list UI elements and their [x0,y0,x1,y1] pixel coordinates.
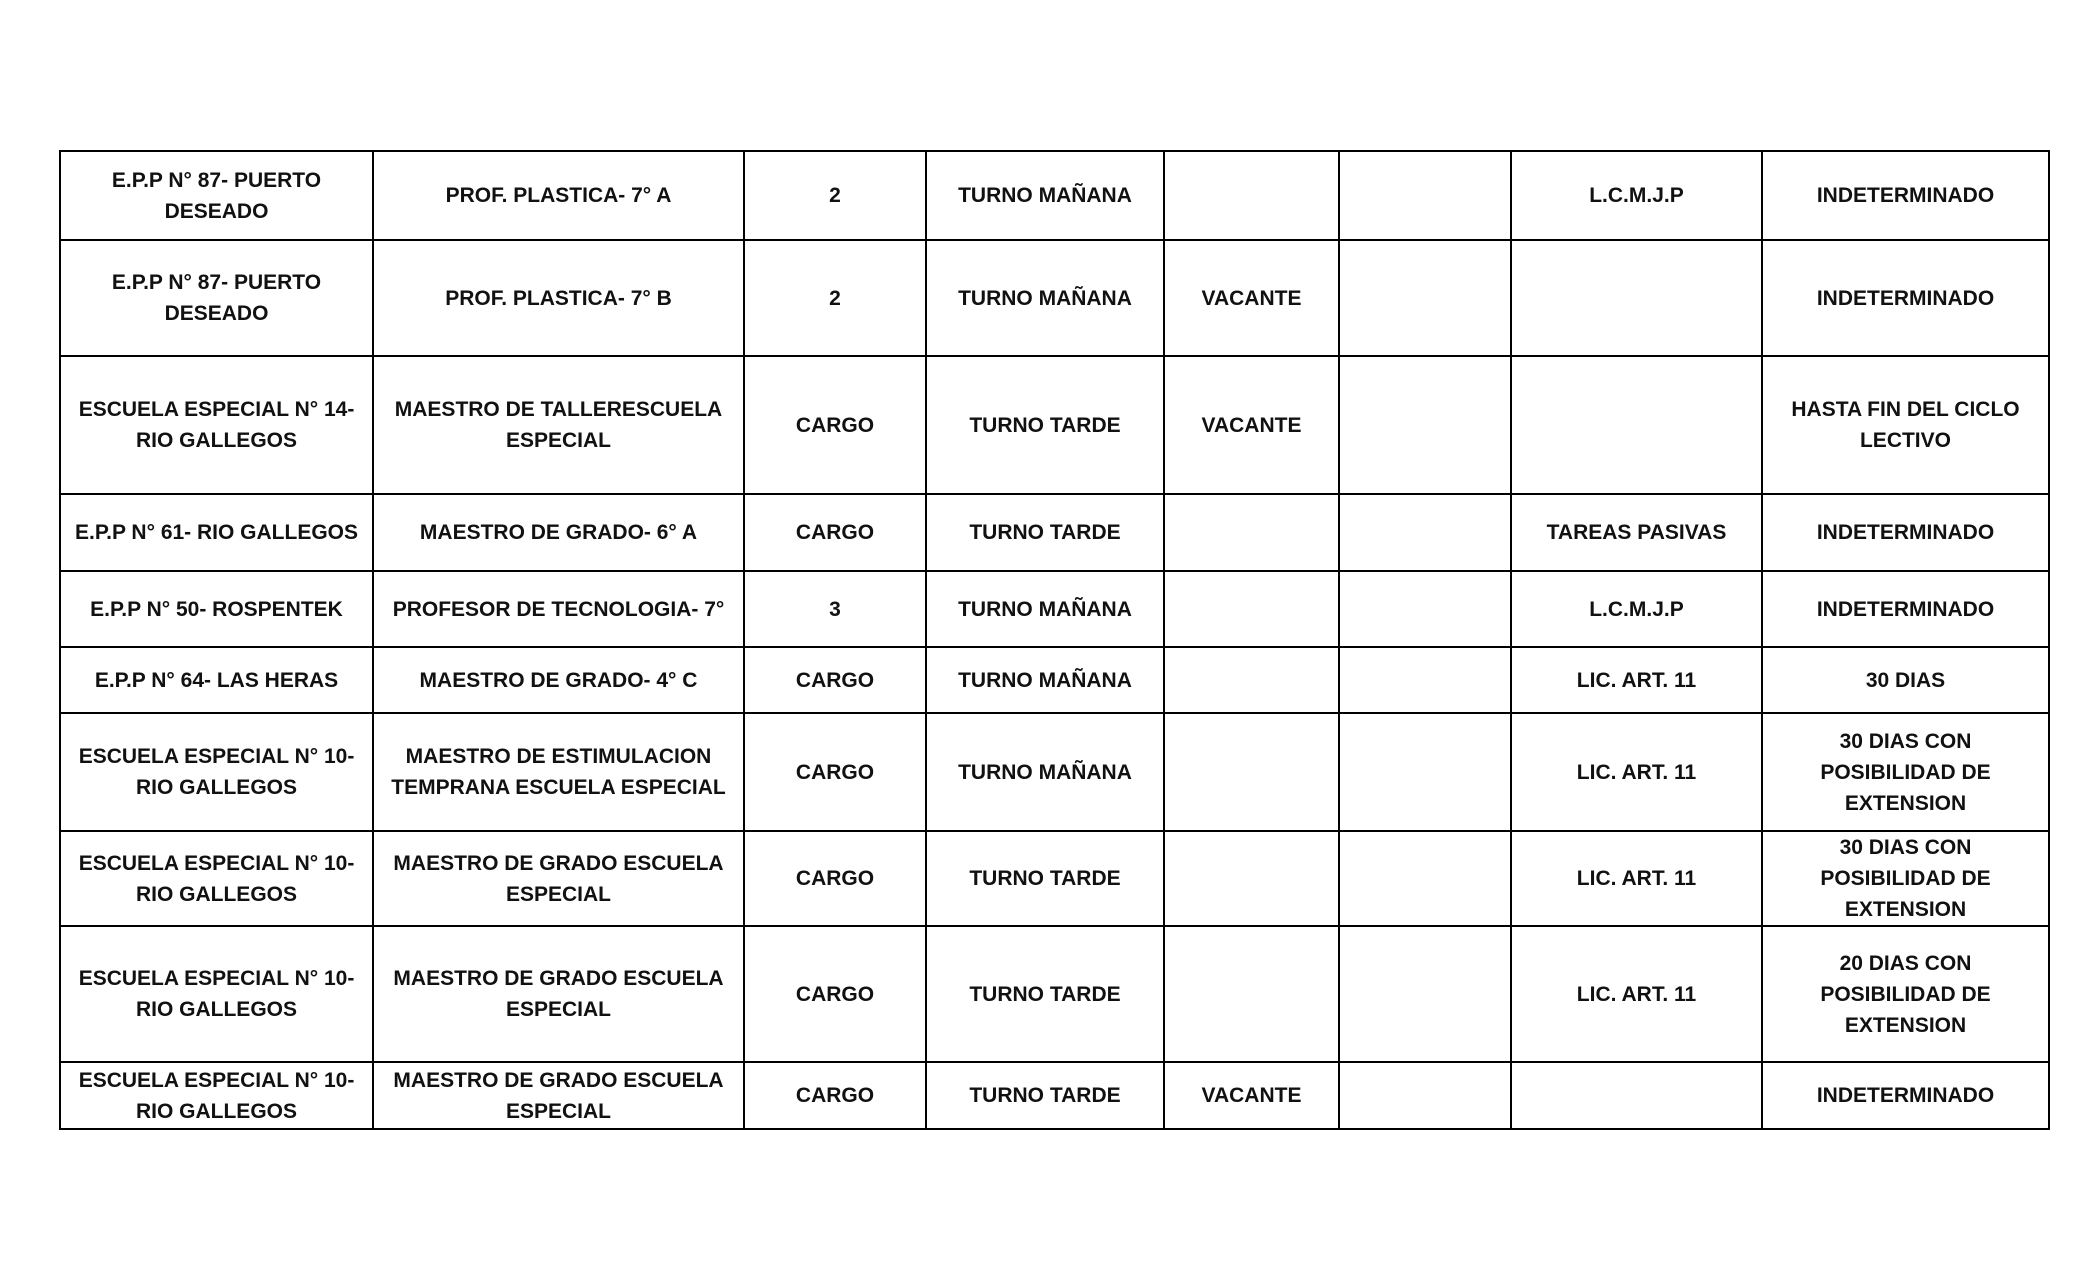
school-cell: E.P.P N° 61- RIO GALLEGOS [60,494,373,571]
table-row [60,1062,2049,1129]
empty-cell [1339,494,1511,571]
shift-cell: TURNO MAÑANA [926,240,1164,356]
status-cell: VACANTE [1164,356,1339,494]
shift-cell: TURNO TARDE [926,1062,1164,1129]
reason-cell: L.C.M.J.P [1511,571,1762,647]
empty-cell [1339,713,1511,831]
school-cell: ESCUELA ESPECIAL N° 10- RIO GALLEGOS [60,1062,373,1129]
position-cell: PROF. PLASTICA- 7° A [373,151,744,240]
position-cell: PROF. PLASTICA- 7° B [373,240,744,356]
hours-cell: 3 [744,571,926,647]
table-row [60,356,2049,494]
empty-cell [1339,571,1511,647]
table-row [60,926,2049,1062]
position-cell: PROFESOR DE TECNOLOGIA- 7° [373,571,744,647]
shift-cell: TURNO TARDE [926,831,1164,926]
school-cell: E.P.P N° 87- PUERTO DESEADO [60,240,373,356]
status-cell [1164,494,1339,571]
status-cell [1164,647,1339,713]
shift-cell: TURNO TARDE [926,926,1164,1062]
status-cell [1164,831,1339,926]
status-cell [1164,571,1339,647]
reason-cell: LIC. ART. 11 [1511,926,1762,1062]
position-cell: MAESTRO DE ESTIMULACION TEMPRANA ESCUELA ESPECIAL [373,713,744,831]
vacancies-table [59,150,2050,1130]
reason-cell [1511,356,1762,494]
reason-cell: LIC. ART. 11 [1511,713,1762,831]
duration-cell: 20 DIAS CON POSIBILIDAD DE EXTENSION [1762,926,2049,1062]
hours-cell: CARGO [744,494,926,571]
position-cell: MAESTRO DE GRADO ESCUELA ESPECIAL [373,926,744,1062]
duration-cell: 30 DIAS CON POSIBILIDAD DE EXTENSION [1762,831,2049,926]
table-row [60,240,2049,356]
empty-cell [1339,240,1511,356]
position-cell: MAESTRO DE GRADO ESCUELA ESPECIAL [373,831,744,926]
status-cell: VACANTE [1164,240,1339,356]
duration-cell: 30 DIAS CON POSIBILIDAD DE EXTENSION [1762,713,2049,831]
table-row [60,647,2049,713]
school-cell: E.P.P N° 87- PUERTO DESEADO [60,151,373,240]
school-cell: E.P.P N° 64- LAS HERAS [60,647,373,713]
table-row [60,151,2049,240]
table-row [60,831,2049,926]
duration-cell: INDETERMINADO [1762,151,2049,240]
reason-cell: L.C.M.J.P [1511,151,1762,240]
hours-cell: 2 [744,151,926,240]
status-cell [1164,713,1339,831]
duration-cell: INDETERMINADO [1762,1062,2049,1129]
hours-cell: CARGO [744,647,926,713]
empty-cell [1339,1062,1511,1129]
reason-cell [1511,240,1762,356]
status-cell: VACANTE [1164,1062,1339,1129]
reason-cell: TAREAS PASIVAS [1511,494,1762,571]
hours-cell: CARGO [744,926,926,1062]
reason-cell: LIC. ART. 11 [1511,831,1762,926]
status-cell [1164,151,1339,240]
school-cell: ESCUELA ESPECIAL N° 10- RIO GALLEGOS [60,926,373,1062]
duration-cell: HASTA FIN DEL CICLO LECTIVO [1762,356,2049,494]
table-row [60,571,2049,647]
shift-cell: TURNO MAÑANA [926,713,1164,831]
school-cell: ESCUELA ESPECIAL N° 14- RIO GALLEGOS [60,356,373,494]
table-row [60,494,2049,571]
school-cell: ESCUELA ESPECIAL N° 10- RIO GALLEGOS [60,713,373,831]
empty-cell [1339,647,1511,713]
position-cell: MAESTRO DE GRADO- 4° C [373,647,744,713]
shift-cell: TURNO MAÑANA [926,151,1164,240]
empty-cell [1339,356,1511,494]
shift-cell: TURNO TARDE [926,356,1164,494]
position-cell: MAESTRO DE GRADO- 6° A [373,494,744,571]
position-cell: MAESTRO DE GRADO ESCUELA ESPECIAL [373,1062,744,1129]
duration-cell: INDETERMINADO [1762,571,2049,647]
hours-cell: CARGO [744,356,926,494]
hours-cell: 2 [744,240,926,356]
position-cell: MAESTRO DE TALLERESCUELA ESPECIAL [373,356,744,494]
school-cell: ESCUELA ESPECIAL N° 10- RIO GALLEGOS [60,831,373,926]
duration-cell: INDETERMINADO [1762,494,2049,571]
status-cell [1164,926,1339,1062]
shift-cell: TURNO MAÑANA [926,571,1164,647]
reason-cell [1511,1062,1762,1129]
school-cell: E.P.P N° 50- ROSPENTEK [60,571,373,647]
reason-cell: LIC. ART. 11 [1511,647,1762,713]
empty-cell [1339,151,1511,240]
shift-cell: TURNO TARDE [926,494,1164,571]
empty-cell [1339,926,1511,1062]
hours-cell: CARGO [744,713,926,831]
empty-cell [1339,831,1511,926]
hours-cell: CARGO [744,831,926,926]
hours-cell: CARGO [744,1062,926,1129]
table-row [60,713,2049,831]
duration-cell: 30 DIAS [1762,647,2049,713]
duration-cell: INDETERMINADO [1762,240,2049,356]
shift-cell: TURNO MAÑANA [926,647,1164,713]
